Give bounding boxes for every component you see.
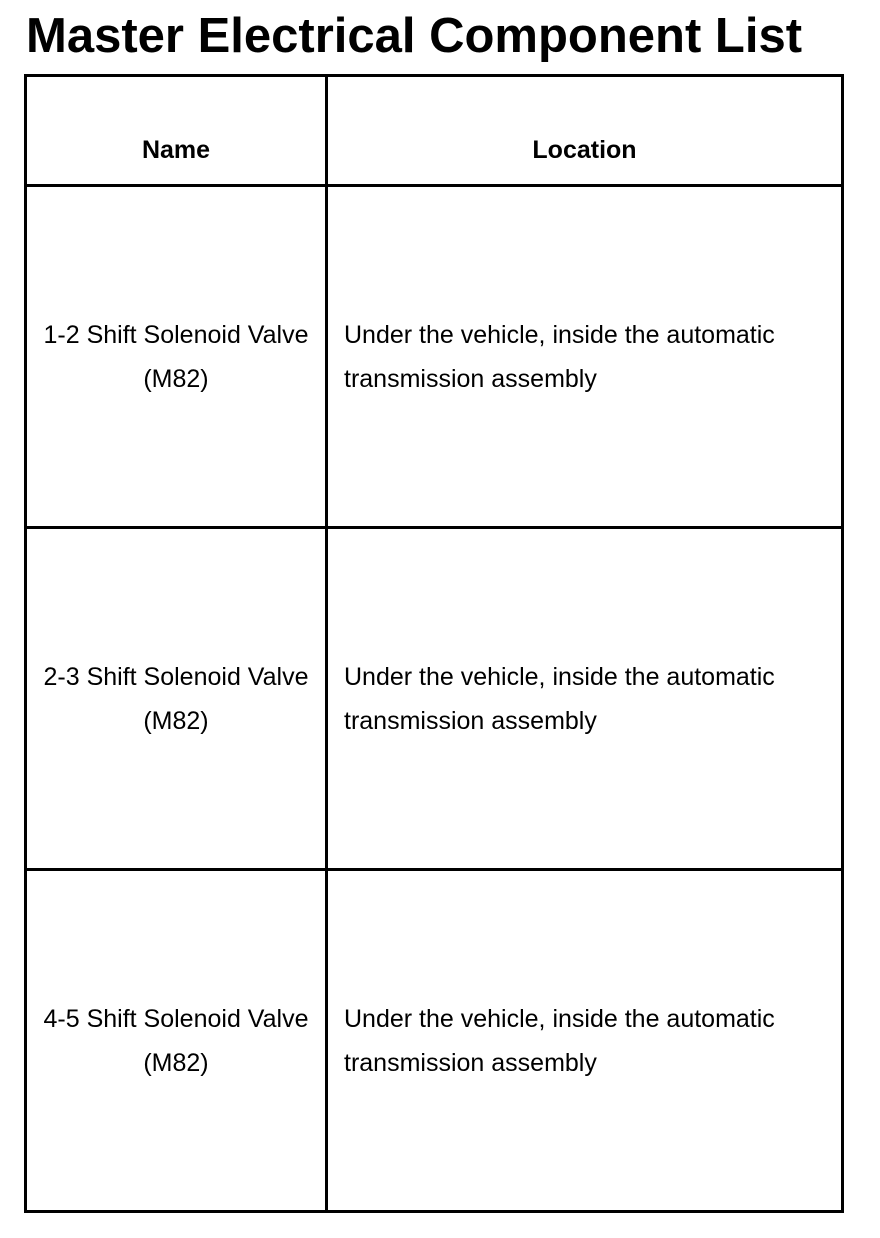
column-header-name: Name	[26, 76, 327, 186]
component-location-cell: Under the vehicle, inside the automatic transmission assembly	[327, 186, 843, 528]
page-title: Master Electrical Component List	[26, 9, 803, 63]
table-row	[26, 186, 843, 528]
table-header-row	[26, 76, 843, 186]
table-row	[26, 528, 843, 870]
component-name-cell: 1-2 Shift Solenoid Valve (M82)	[26, 186, 327, 528]
column-header-location: Location	[327, 76, 843, 186]
table-row	[26, 870, 843, 1212]
component-location-cell: Under the vehicle, inside the automatic transmission assembly	[327, 870, 843, 1212]
component-name-cell: 4-5 Shift Solenoid Valve (M82)	[26, 870, 327, 1212]
component-location-cell: Under the vehicle, inside the automatic transmission assembly	[327, 528, 843, 870]
component-name-cell: 2-3 Shift Solenoid Valve (M82)	[26, 528, 327, 870]
component-table	[24, 74, 844, 1213]
